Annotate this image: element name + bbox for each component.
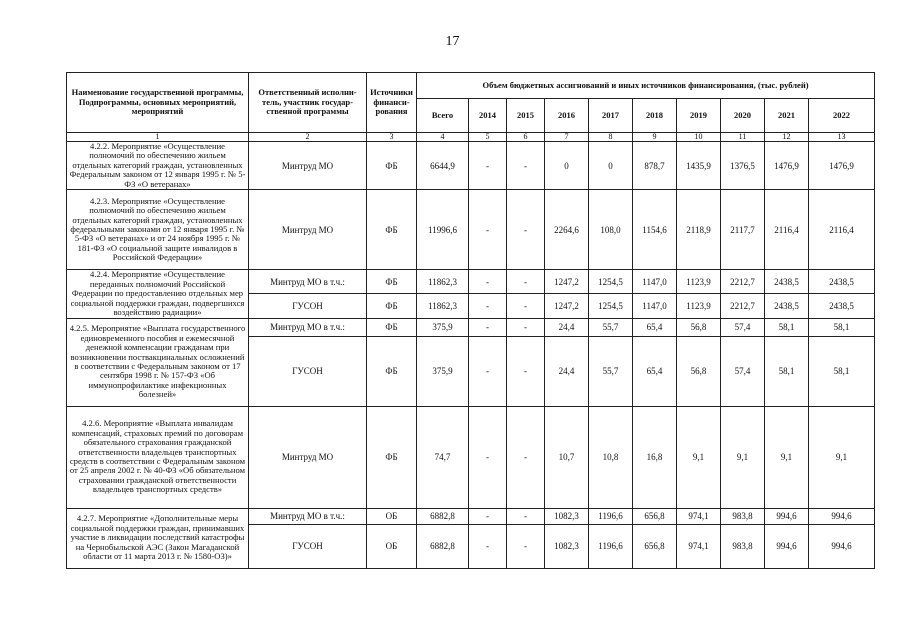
year-value-cell: 9,1 bbox=[765, 406, 809, 508]
year-value-cell: 656,8 bbox=[633, 508, 677, 524]
year-value-cell: 24,4 bbox=[545, 336, 589, 406]
year-value-cell: 9,1 bbox=[721, 406, 765, 508]
year-value-cell: - bbox=[507, 190, 545, 270]
column-number: 4 bbox=[417, 133, 469, 142]
column-numbers-row bbox=[67, 133, 875, 142]
header-sources: Источники финанси-рования bbox=[367, 73, 417, 133]
year-value-cell: 1476,9 bbox=[809, 142, 875, 190]
header-year: 2021 bbox=[765, 99, 809, 133]
year-value-cell: 974,1 bbox=[677, 524, 721, 568]
year-value-cell: - bbox=[469, 270, 507, 294]
source-cell: ФБ bbox=[367, 336, 417, 406]
year-value-cell: 9,1 bbox=[809, 406, 875, 508]
year-value-cell: 1196,6 bbox=[589, 524, 633, 568]
header-year: 2014 bbox=[469, 99, 507, 133]
year-value-cell: 2438,5 bbox=[809, 270, 875, 294]
page-number: 17 bbox=[445, 34, 460, 49]
table-row bbox=[67, 406, 875, 508]
year-value-cell: - bbox=[507, 508, 545, 524]
source-cell: ФБ bbox=[367, 318, 417, 336]
responsible-cell: Минтруд МО bbox=[249, 190, 367, 270]
year-value-cell: 1123,9 bbox=[677, 270, 721, 294]
year-value-cell: - bbox=[469, 142, 507, 190]
table-row bbox=[67, 508, 875, 524]
source-cell: ФБ bbox=[367, 142, 417, 190]
year-value-cell: - bbox=[469, 336, 507, 406]
source-cell: ОБ bbox=[367, 524, 417, 568]
header-year: 2015 bbox=[507, 99, 545, 133]
year-value-cell: 2116,4 bbox=[765, 190, 809, 270]
header-year: 2022 bbox=[809, 99, 875, 133]
total-cell: 375,9 bbox=[417, 336, 469, 406]
year-value-cell: 2116,4 bbox=[809, 190, 875, 270]
year-value-cell: 1196,6 bbox=[589, 508, 633, 524]
year-value-cell: 1254,5 bbox=[589, 294, 633, 318]
table-row bbox=[67, 270, 875, 294]
year-value-cell: 2438,5 bbox=[809, 294, 875, 318]
year-value-cell: 994,6 bbox=[765, 524, 809, 568]
year-value-cell: 9,1 bbox=[677, 406, 721, 508]
year-value-cell: 1082,3 bbox=[545, 508, 589, 524]
year-value-cell: 1435,9 bbox=[677, 142, 721, 190]
header-responsible: Ответственный исполни-тель, участник государ-ственной программы bbox=[249, 73, 367, 133]
year-value-cell: - bbox=[507, 294, 545, 318]
responsible-cell: Минтруд МО в т.ч.: bbox=[249, 318, 367, 336]
responsible-cell: Минтруд МО bbox=[249, 406, 367, 508]
total-cell: 11862,3 bbox=[417, 294, 469, 318]
year-value-cell: 2438,5 bbox=[765, 294, 809, 318]
total-cell: 6882,8 bbox=[417, 508, 469, 524]
responsible-cell: ГУСОН bbox=[249, 336, 367, 406]
year-value-cell: 16,8 bbox=[633, 406, 677, 508]
year-value-cell: 1247,2 bbox=[545, 270, 589, 294]
responsible-cell: Минтруд МО bbox=[249, 142, 367, 190]
year-value-cell: 974,1 bbox=[677, 508, 721, 524]
responsible-cell: Минтруд МО в т.ч.: bbox=[249, 270, 367, 294]
responsible-cell: ГУСОН bbox=[249, 524, 367, 568]
year-value-cell: 656,8 bbox=[633, 524, 677, 568]
year-value-cell: 65,4 bbox=[633, 336, 677, 406]
year-value-cell: 10,8 bbox=[589, 406, 633, 508]
year-value-cell: - bbox=[469, 190, 507, 270]
year-value-cell: - bbox=[469, 524, 507, 568]
table-body bbox=[67, 133, 875, 569]
table-row bbox=[67, 142, 875, 190]
year-value-cell: 58,1 bbox=[809, 336, 875, 406]
measure-name-cell: 4.2.4. Мероприятие «Осуществление переданных полномочий Российской Федерации по предоставлению отдельных мер социальной поддержки граждан, подвергшихся воздействию радиации» bbox=[67, 270, 249, 318]
column-number: 12 bbox=[765, 133, 809, 142]
column-number: 8 bbox=[589, 133, 633, 142]
measure-name-cell: 4.2.2. Мероприятие «Осуществление полномочий по обеспечению жильем отдельных категорий граждан, установленных Федеральным законом от 12 января 1995 г. № 5-ФЗ «О ветеранах» bbox=[67, 142, 249, 190]
source-cell: ОБ bbox=[367, 508, 417, 524]
year-value-cell: 2438,5 bbox=[765, 270, 809, 294]
year-value-cell: - bbox=[469, 318, 507, 336]
year-value-cell: - bbox=[507, 270, 545, 294]
year-value-cell: - bbox=[469, 294, 507, 318]
year-value-cell: 108,0 bbox=[589, 190, 633, 270]
column-number: 9 bbox=[633, 133, 677, 142]
header-total: Всего bbox=[417, 99, 469, 133]
column-number: 2 bbox=[249, 133, 367, 142]
source-cell: ФБ bbox=[367, 406, 417, 508]
source-cell: ФБ bbox=[367, 190, 417, 270]
year-value-cell: 55,7 bbox=[589, 336, 633, 406]
column-number: 1 bbox=[67, 133, 249, 142]
year-value-cell: 2118,9 bbox=[677, 190, 721, 270]
year-value-cell: 1476,9 bbox=[765, 142, 809, 190]
year-value-cell: 1147,0 bbox=[633, 270, 677, 294]
table-header bbox=[67, 73, 875, 133]
year-value-cell: 983,8 bbox=[721, 524, 765, 568]
year-value-cell: 10,7 bbox=[545, 406, 589, 508]
column-number: 7 bbox=[545, 133, 589, 142]
year-value-cell: 57,4 bbox=[721, 336, 765, 406]
year-value-cell: 1123,9 bbox=[677, 294, 721, 318]
total-cell: 375,9 bbox=[417, 318, 469, 336]
year-value-cell: 983,8 bbox=[721, 508, 765, 524]
year-value-cell: 58,1 bbox=[765, 336, 809, 406]
year-value-cell: - bbox=[469, 406, 507, 508]
year-value-cell: 0 bbox=[589, 142, 633, 190]
year-value-cell: 994,6 bbox=[809, 508, 875, 524]
source-cell: ФБ bbox=[367, 294, 417, 318]
year-value-cell: 56,8 bbox=[677, 336, 721, 406]
year-value-cell: 56,8 bbox=[677, 318, 721, 336]
header-year: 2017 bbox=[589, 99, 633, 133]
measure-name-cell: 4.2.7. Мероприятие «Дополнительные меры социальной поддержки граждан, принимавших участие в ликвидации последствий катастрофы на Чернобыльской АЭС (Закон Магаданской области от 11 марта 2013 г. № 1580-ОЗ)» bbox=[67, 508, 249, 568]
year-value-cell: 1154,6 bbox=[633, 190, 677, 270]
year-value-cell: - bbox=[507, 524, 545, 568]
column-number: 13 bbox=[809, 133, 875, 142]
year-value-cell: 2117,7 bbox=[721, 190, 765, 270]
year-value-cell: 994,6 bbox=[765, 508, 809, 524]
header-year: 2016 bbox=[545, 99, 589, 133]
year-value-cell: 1247,2 bbox=[545, 294, 589, 318]
year-value-cell: 878,7 bbox=[633, 142, 677, 190]
column-number: 11 bbox=[721, 133, 765, 142]
year-value-cell: 1082,3 bbox=[545, 524, 589, 568]
total-cell: 11996,6 bbox=[417, 190, 469, 270]
year-value-cell: 58,1 bbox=[809, 318, 875, 336]
year-value-cell: 1376,5 bbox=[721, 142, 765, 190]
measure-name-cell: 4.2.5. Мероприятие «Выплата государственного единовременного пособия и ежемесячной денежной компенсации гражданам при возникновении поствакцинальных осложнений в соответствии с Федеральным законом от 17 сентября 1998 г. № 157-ФЗ «Об иммунопрофилактике инфекционных болезней» bbox=[67, 318, 249, 406]
table-row bbox=[67, 190, 875, 270]
column-number: 3 bbox=[367, 133, 417, 142]
column-number: 10 bbox=[677, 133, 721, 142]
source-cell: ФБ bbox=[367, 270, 417, 294]
year-value-cell: - bbox=[469, 508, 507, 524]
year-value-cell: 2212,7 bbox=[721, 270, 765, 294]
header-year: 2019 bbox=[677, 99, 721, 133]
year-value-cell: 2212,7 bbox=[721, 294, 765, 318]
year-value-cell: 2264,6 bbox=[545, 190, 589, 270]
year-value-cell: 55,7 bbox=[589, 318, 633, 336]
year-value-cell: - bbox=[507, 406, 545, 508]
year-value-cell: 58,1 bbox=[765, 318, 809, 336]
column-number: 6 bbox=[507, 133, 545, 142]
responsible-cell: Минтруд МО в т.ч.: bbox=[249, 508, 367, 524]
year-value-cell: 65,4 bbox=[633, 318, 677, 336]
total-cell: 11862,3 bbox=[417, 270, 469, 294]
year-value-cell: - bbox=[507, 142, 545, 190]
total-cell: 74,7 bbox=[417, 406, 469, 508]
measure-name-cell: 4.2.6. Мероприятие «Выплата инвалидам компенсаций, страховых премий по договорам обязательного страхования гражданской ответственности владельцев транспортных средств в соответствии с Федеральным законом от 25 апреля 2002 г. № 40-ФЗ «Об обязательном страховании гражданской ответственности владельцев транспортных средств» bbox=[67, 406, 249, 508]
header-year: 2018 bbox=[633, 99, 677, 133]
header-year: 2020 bbox=[721, 99, 765, 133]
year-value-cell: - bbox=[507, 318, 545, 336]
header-name: Наименование государственной программы, Подпрограммы, основных мероприятий, мероприятий bbox=[67, 73, 249, 133]
year-value-cell: 57,4 bbox=[721, 318, 765, 336]
year-value-cell: 0 bbox=[545, 142, 589, 190]
measure-name-cell: 4.2.3. Мероприятие «Осуществление полномочий по обеспечению жильем отдельных категорий граждан, установленных федеральными законами от 12 января 1995 г. № 5-ФЗ «О ветеранах» и от 24 ноября 1995 г. № 181-ФЗ «О социальной защите инвалидов в Российской Федерации» bbox=[67, 190, 249, 270]
year-value-cell: - bbox=[507, 336, 545, 406]
total-cell: 6644,9 bbox=[417, 142, 469, 190]
responsible-cell: ГУСОН bbox=[249, 294, 367, 318]
year-value-cell: 1254,5 bbox=[589, 270, 633, 294]
year-value-cell: 1147,0 bbox=[633, 294, 677, 318]
table-row bbox=[67, 318, 875, 336]
header-volume: Объем бюджетных ассигнований и иных источников финансирования, (тыс. рублей) bbox=[417, 73, 875, 99]
budget-table bbox=[66, 72, 875, 569]
total-cell: 6882,8 bbox=[417, 524, 469, 568]
column-number: 5 bbox=[469, 133, 507, 142]
year-value-cell: 24,4 bbox=[545, 318, 589, 336]
year-value-cell: 994,6 bbox=[809, 524, 875, 568]
